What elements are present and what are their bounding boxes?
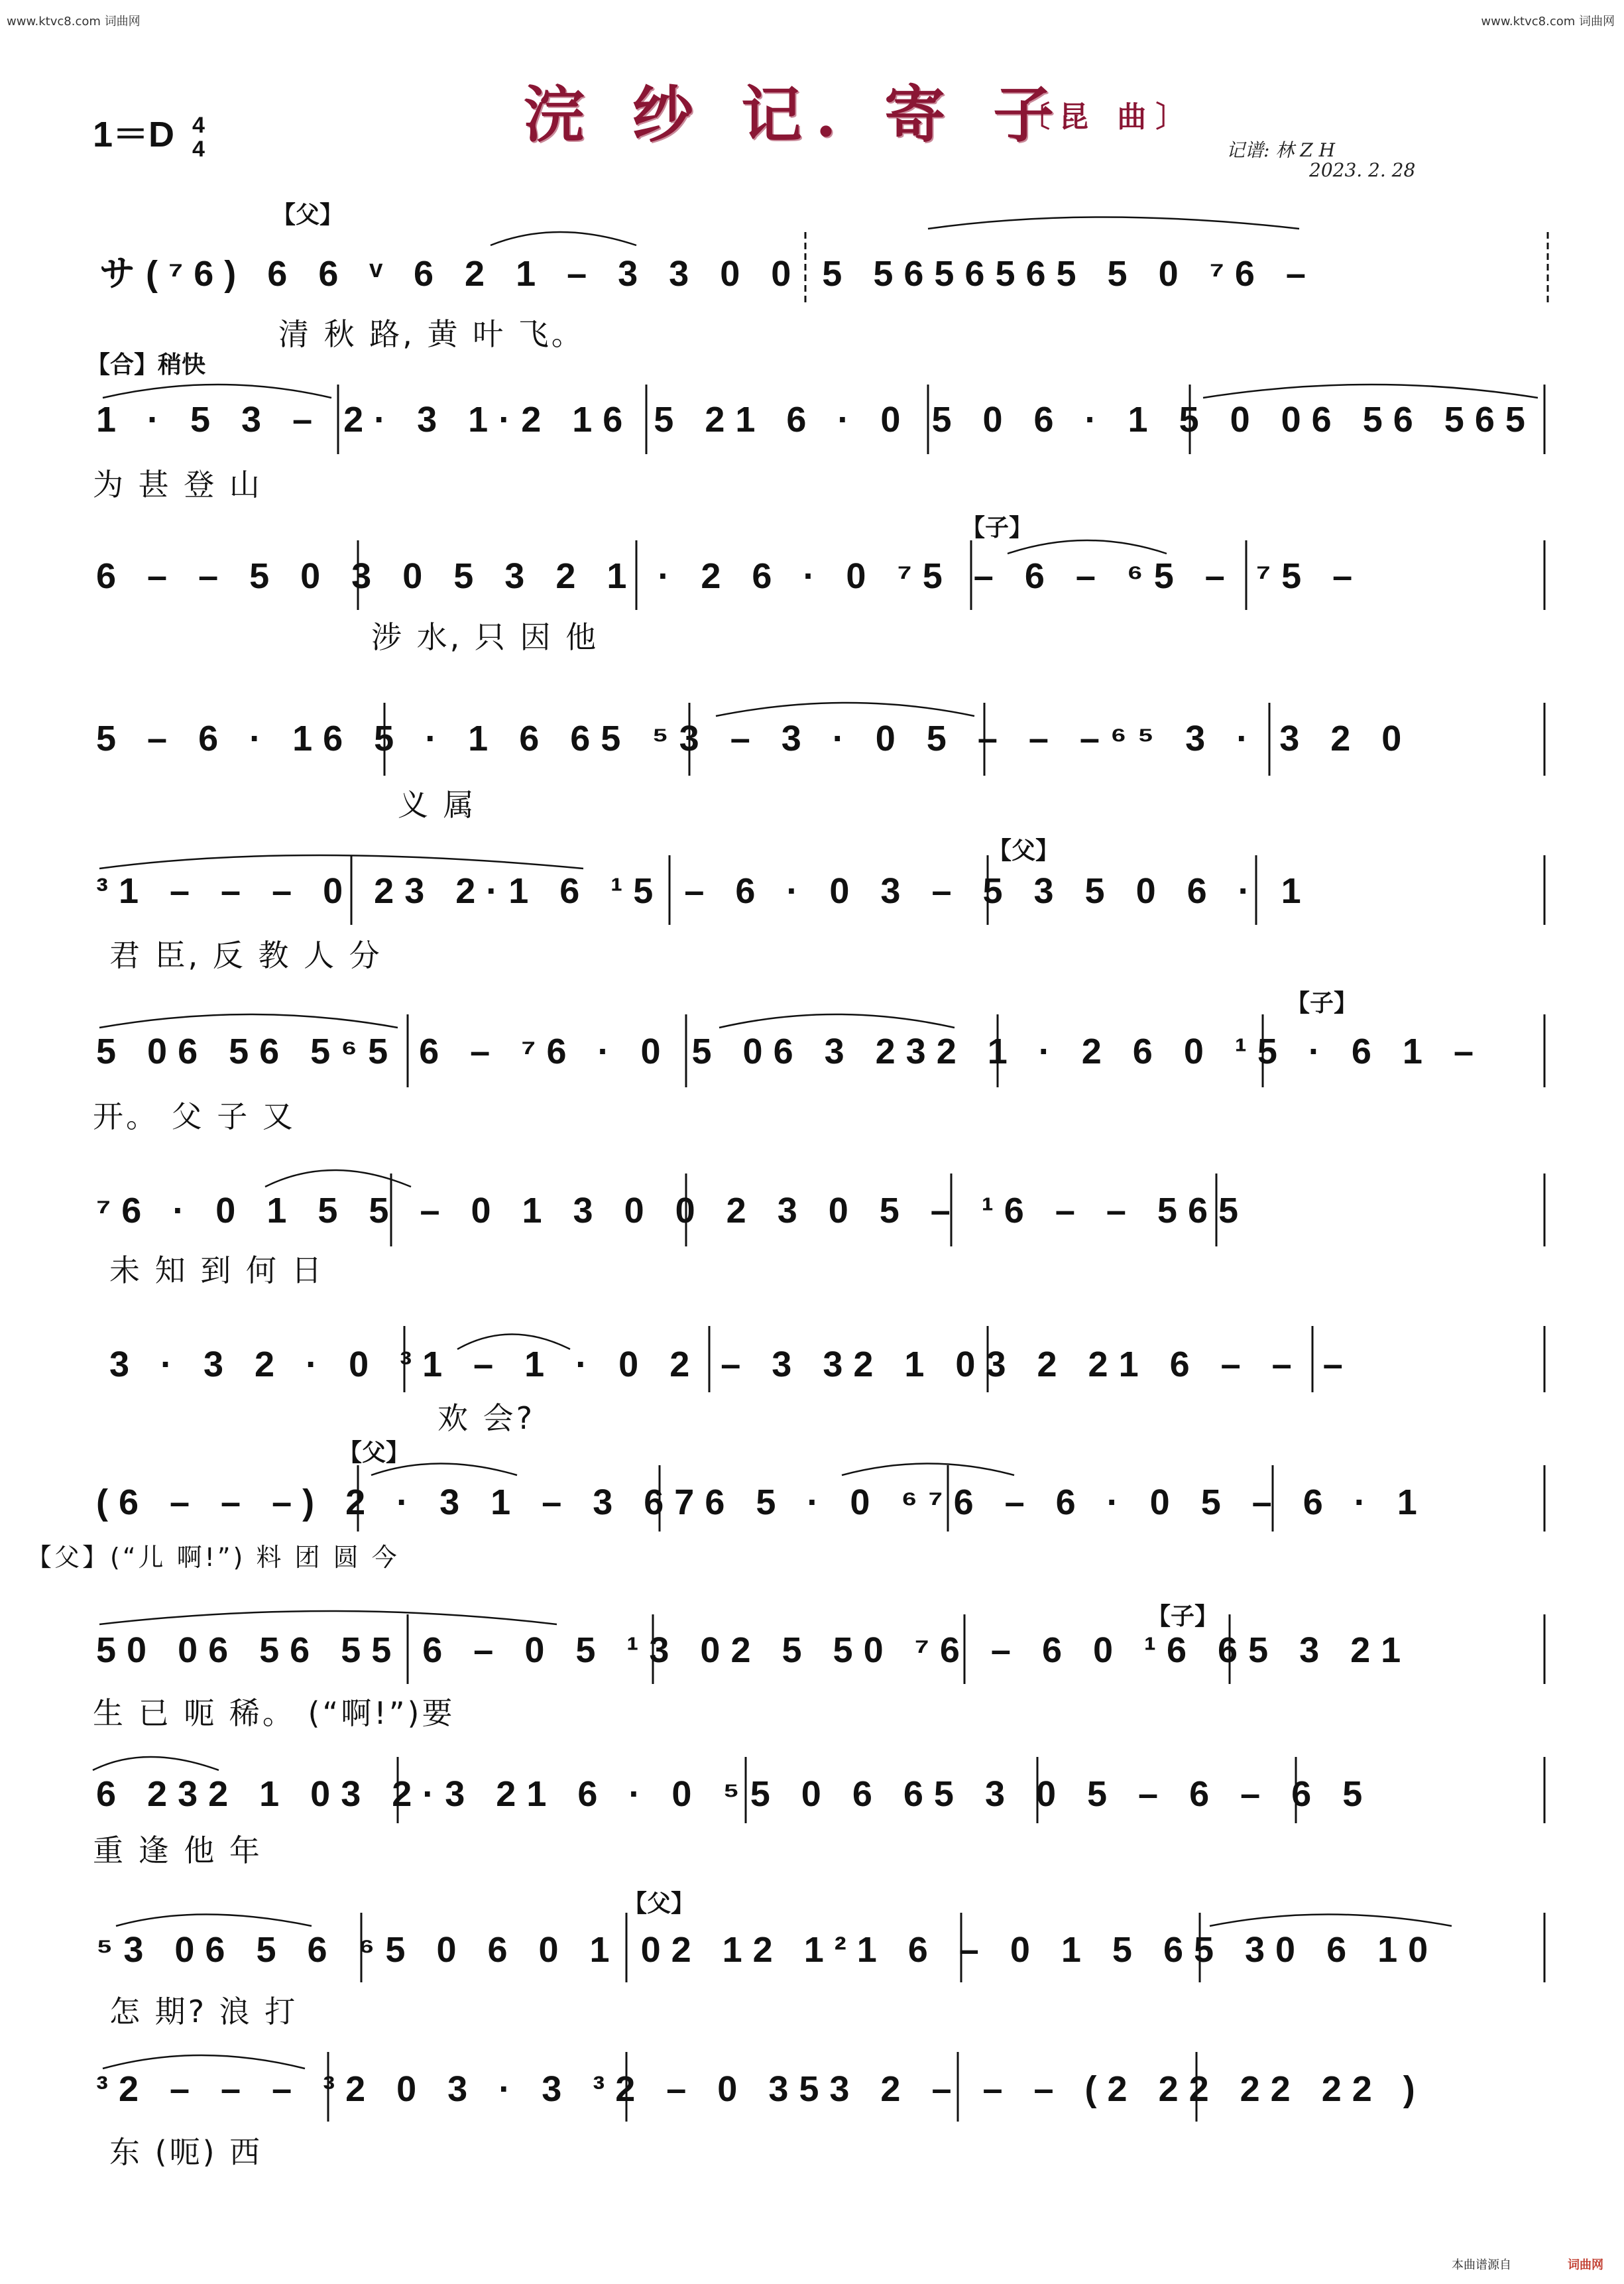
lyrics-line: 君 臣, 反 教 人 分 xyxy=(109,937,382,973)
notation-line: 5 – 6 · 16 5 · 1 6 65 ⁵3 – 3 · 0 5 – – –⁶⁵ 3 · 3 2 0 xyxy=(96,719,1413,758)
notation-line: ³2 – – – ³2 0 3 · 3 ³2 – 0 353 2 – – – (2 22 22 22 ) xyxy=(96,2069,1426,2109)
footer-brand: 词曲网 xyxy=(1568,2258,1603,2272)
page-title: 浣 纱 记. 寄 子 xyxy=(524,79,1068,150)
notation-line: ⁵3 06 5 6 ⁶5 0 6 0 1 02 12 1²1 6 – 0 1 5 65 30 6 10 xyxy=(96,1930,1439,1970)
genre-label: 〔昆 曲〕 xyxy=(1021,100,1194,134)
lyrics-line: 重 逢 他 年 xyxy=(93,1833,262,1868)
section-mark: 【合】稍快 xyxy=(86,351,206,379)
notation-line: ⁷6 · 0 1 5 5 – 0 1 3 0 0 2 3 0 5 – ¹6 – – 565 xyxy=(96,1191,1249,1231)
time-signature: 4 4 xyxy=(192,112,205,162)
site-url-right: www.ktvc8.com 词曲网 xyxy=(1481,15,1615,29)
lyrics-line: 怎 期? 浪 打 xyxy=(109,1994,298,2029)
notation-line: (6 – – –) 2 · 3 1 – 3 676 5 · 0 ⁶⁷6 – 6 · 0 5 – 6 · 1 xyxy=(96,1482,1428,1522)
transcriber: 记谱: 林 Z H xyxy=(1226,139,1336,161)
lyrics-line: 为 甚 登 山 xyxy=(93,467,262,503)
footer-source: 本曲谱源自 xyxy=(1452,2258,1511,2272)
section-mark: 【父】 xyxy=(338,1439,410,1467)
lyrics-line: 生 已 呃 稀。 (“啊!”)要 xyxy=(93,1695,455,1731)
lyrics-line: 义 属 xyxy=(398,787,477,823)
notation-line: 1 · 5 3 – 2· 3 1·2 16 5 21 6 · 0 5 0 6 · 1 5 0 06 56 565 xyxy=(96,400,1536,440)
lyrics-line: 涉 水, 只 因 他 xyxy=(371,619,599,655)
notation-line: 50 06 56 55 6 – 0 5 ¹3 02 5 50 ⁷6 – 6 0 ¹6 65 3 21 xyxy=(96,1630,1412,1670)
notation-line: 6 232 1 03 2·3 21 6 · 0 ⁵5 0 6 65 3 0 5 – 6 – 6 5 xyxy=(96,1774,1373,1814)
notation-line: ³1 – – – 0 23 2·1 6 ¹5 – 6 · 0 3 – 5 3 5 0 6 · 1 xyxy=(96,871,1312,911)
lyrics-line: 开。 父 子 又 xyxy=(93,1099,296,1134)
section-mark: 【子】 xyxy=(961,514,1033,542)
site-url-left: www.ktvc8.com 词曲网 xyxy=(7,15,141,29)
section-mark: 【父】 xyxy=(988,837,1060,865)
section-mark: 【子】 xyxy=(1147,1603,1219,1630)
section-mark: 【父】 xyxy=(623,1890,695,1917)
notation-line: サ(⁷6) 6 6 ᵛ 6 2 1 – 3 3 0 0 5 5656565 5 0 ⁷6 – xyxy=(99,254,1316,294)
lyrics-line: 未 知 到 何 日 xyxy=(109,1252,325,1288)
notation-line: 6 – – 5 0 3 0 5 3 2 1 · 2 6 · 0 ⁷5 – 6 – ⁶5 – ⁷5 – xyxy=(96,556,1363,596)
notation-line: 3 · 3 2 · 0 ³1 – 1 · 0 2 – 3 32 1 03 2 21 6 – – – xyxy=(109,1345,1354,1384)
notation-line: 5 06 56 5⁶5 6 – ⁷6 · 0 5 06 3 232 1 · 2 6 0 ¹5 · 6 1 – xyxy=(96,1032,1484,1071)
lyrics-line: 东 (呃) 西 xyxy=(109,2134,263,2170)
transcription-date: 2023. 2. 28 xyxy=(1309,159,1416,181)
lyrics-line: 清 秋 路, 黄 叶 飞。 xyxy=(278,316,585,352)
lyrics-line: 【父】(“儿 啊!”) 料 团 圆 今 xyxy=(27,1543,400,1572)
section-mark: 【子】 xyxy=(1286,990,1358,1017)
key-signature: 1＝D 4 4 xyxy=(93,112,205,162)
lyrics-line: 欢 会? xyxy=(437,1400,536,1436)
section-mark: 【父】 xyxy=(272,202,344,229)
